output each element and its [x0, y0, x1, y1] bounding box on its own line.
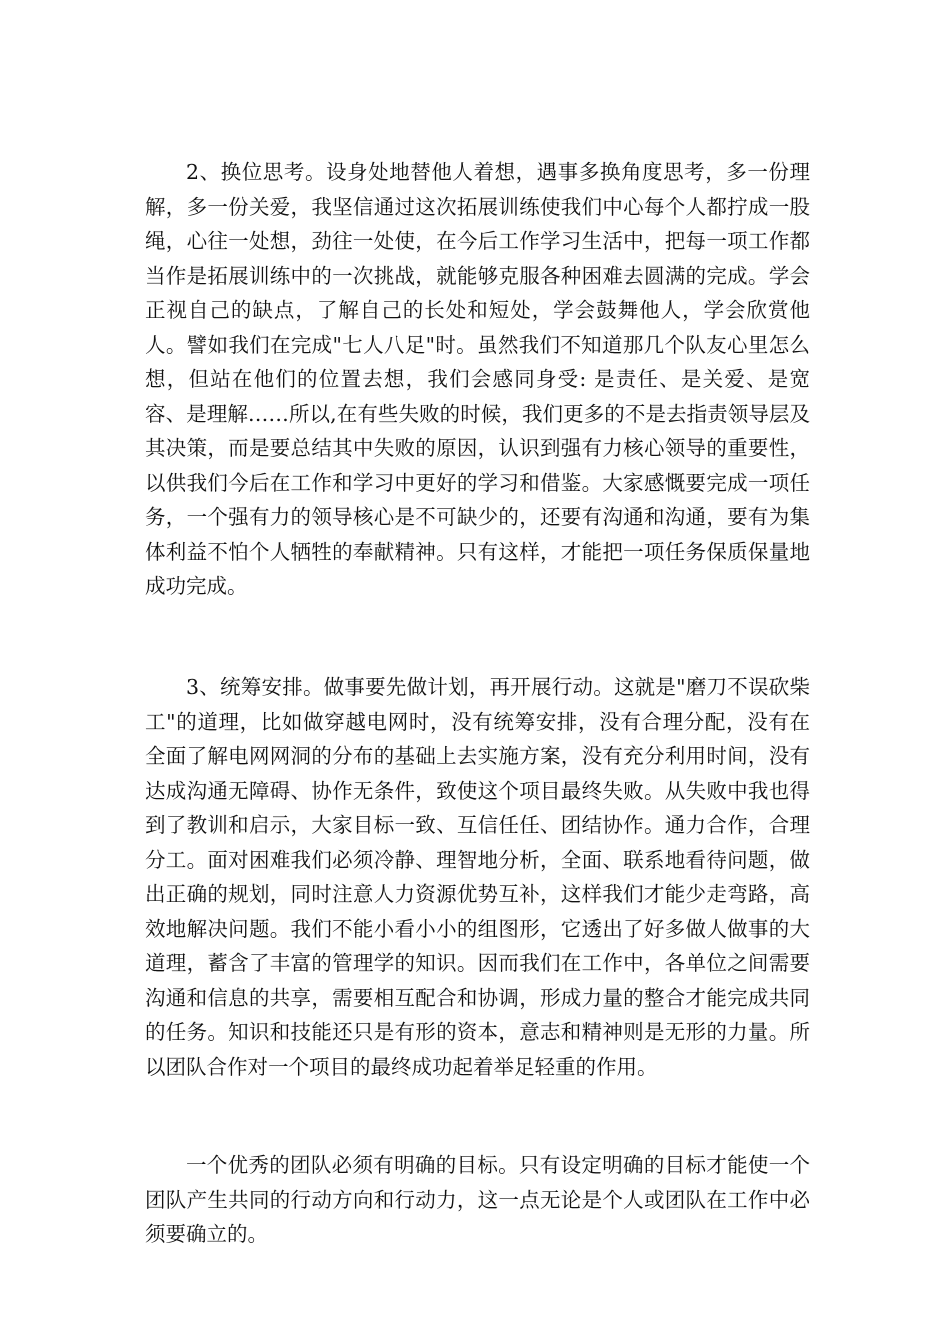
paragraph-planning: 3、统筹安排。做事要先做计划，再开展行动。这就是"磨刀不误砍柴工"的道理，比如做穿越电网时，没有统筹安排，没有合理分配，没有在全面了解电网网洞的分布的基础上去实施方案，没有充分利用时间，没有达成沟通无障碍、协作无条件，致使这个项目最终失败。从失败中我也得到了教训和启示，大家目标一致、互信任任、团结协作。通力合作，合理分工。面对困难我们必须冷静、理智地分析，全面、联系地看待问题，做出正确的规划，同时注意人力资源优势互补，这样我们才能少走弯路，高效地解决问题。我们不能小看小小的组图形，它透出了好多做人做事的大道理，蓄含了丰富的管理学的知识。因而我们在工作中，各单位之间需要沟通和信息的共享，需要相互配合和协调，形成力量的整合才能完成共同的任务。知识和技能还只是有形的资本，意志和精神则是无形的力量。所以团队合作对一个项目的最终成功起着举足轻重的作用。 — [145, 675, 810, 1079]
paragraph-empathy: 2、换位思考。设身处地替他人着想，遇事多换角度思考，多一份理解，多一份关爱，我坚信通过这次拓展训练使我们中心每个人都拧成一股绳，心往一处想，劲往一处使，在今后工作学习生活中，把每一项工作都当作是拓展训练中的一次挑战，就能够克服各种困难去圆满的完成。学会正视自己的缺点，了解自己的长处和短处，学会鼓舞他人，学会欣赏他人。譬如我们在完成"七人八足"时。虽然我们不知道那几个队友心里怎么想，但站在他们的位置去想，我们会感同身受: 是责任、是关爱、是宽容、是理解……所以,在有些失败的时候，我们更多的不是去指责领导层及其决策，而是要总结其中失败的原因，认识到强有力核心领导的重要性，以供我们今后在工作和学习中更好的学习和借鉴。大家感慨要完成一项任务，一个强有力的领导核心是不可缺少的，还要有沟通和沟通，要有为集体利益不怕个人牺牲的奉献精神。只有这样，才能把一项任务保质保量地成功完成。 — [145, 160, 810, 598]
paragraph-team-goal: 一个优秀的团队必须有明确的目标。只有设定明确的目标才能使一个团队产生共同的行动方向和行动力，这一点无论是个人或团队在工作中必须要确立的。 — [145, 1153, 810, 1246]
